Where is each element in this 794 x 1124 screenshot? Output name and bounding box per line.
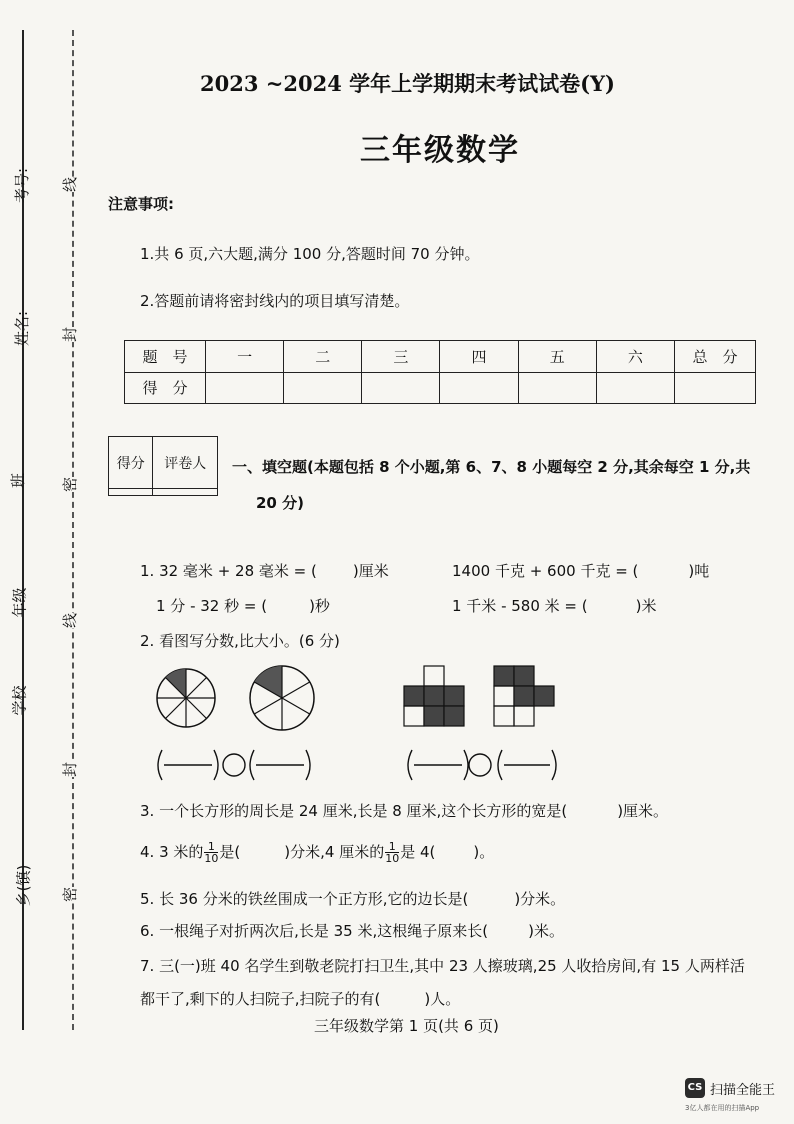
- grader-score-label: 得分: [109, 437, 153, 489]
- score-blank-cell[interactable]: [518, 372, 596, 404]
- q2-figures: [150, 658, 570, 788]
- notes-heading: 注意事项:: [108, 195, 174, 213]
- seal-char: 密: [57, 887, 82, 902]
- q2-text: 2. 看图写分数,比大小。(6 分): [140, 632, 340, 650]
- q6: [140, 920, 564, 941]
- subject-title: 三年级数学: [360, 133, 520, 168]
- fraction: [204, 841, 218, 864]
- seal-char: 线: [57, 613, 82, 628]
- q4-part: 4. 3 米的: [140, 843, 204, 861]
- q1-part-c: [156, 595, 330, 616]
- circle-eighths-figure: [157, 669, 215, 727]
- q1a-unit: )厘米: [352, 562, 389, 580]
- grader-score-blank[interactable]: [109, 489, 153, 496]
- grid-figure-2: [494, 666, 554, 726]
- score-blank-cell[interactable]: [596, 372, 674, 404]
- exam-title: 2023 ~2024 学年上学期期末考试试卷(Y): [200, 71, 615, 96]
- score-blank-cell[interactable]: [362, 372, 440, 404]
- label-school: 学校: [10, 685, 29, 716]
- fraction-denominator: 10: [204, 852, 219, 865]
- score-blank-cell[interactable]: [440, 372, 518, 404]
- seal-char: 封: [57, 762, 82, 777]
- circle-sixths-figure: [250, 666, 314, 730]
- q3: [140, 800, 668, 821]
- q1d-text: 1 千米 - 580 米 = (: [452, 597, 588, 615]
- q4: [140, 841, 494, 864]
- q4-part: 是 4(: [400, 843, 436, 861]
- label-name: 姓名:: [13, 310, 32, 347]
- q3-end: )厘米。: [617, 802, 669, 820]
- binding-margin: [0, 0, 100, 1124]
- fraction: [385, 841, 399, 864]
- q5: [140, 888, 565, 909]
- label-class: 班: [9, 472, 28, 489]
- q1b-unit: )吨: [688, 562, 710, 580]
- q6-text: 6. 一根绳子对折两次后,长是 35 米,这根绳子原来长(: [140, 922, 489, 940]
- seal-char: 线: [57, 177, 82, 192]
- q1b-text: 1400 千克 + 600 千克 = (: [452, 562, 639, 580]
- q1c-unit: )秒: [309, 597, 330, 615]
- score-table: [124, 340, 756, 404]
- scanner-logo-icon: CS: [685, 1078, 705, 1098]
- q4-part: )分米,4 厘米的: [284, 843, 385, 861]
- q4-part: 是(: [219, 843, 241, 861]
- q1c-text: 1 分 - 32 秒 = (: [156, 597, 268, 615]
- score-header-cell: 五: [518, 341, 596, 373]
- score-blank-cell[interactable]: [675, 372, 756, 404]
- fraction-numerator: 1: [204, 841, 218, 853]
- q7-line1: 7. 三(一)班 40 名学生到敬老院打扫卫生,其中 23 人擦玻璃,25 人收拾房间,有 15 人两样活: [140, 957, 745, 975]
- page-footer: 三年级数学第 1 页(共 6 页): [314, 1017, 499, 1035]
- compare-blanks-2[interactable]: [408, 750, 556, 780]
- q4-part: )。: [473, 843, 495, 861]
- q1-part-b: [452, 560, 709, 581]
- score-header-cell: 一: [206, 341, 284, 373]
- label-exam-number: 考号:: [13, 167, 32, 204]
- section-title-cont: 20 分): [256, 494, 304, 512]
- grid-figure-1: [404, 666, 464, 726]
- score-header-cell: 四: [440, 341, 518, 373]
- grader-table: [108, 436, 218, 496]
- score-blank-cell[interactable]: [206, 372, 284, 404]
- label-grade: 年级: [10, 587, 29, 618]
- label-township: 乡(镇): [14, 864, 33, 907]
- section-title-text: 一、填空题(本题包括 8 个小题,第 6、7、8 小题每空 2 分,其余每空 1 分,共: [232, 458, 751, 476]
- scanner-slogan: 3亿人都在用的扫描App: [685, 1104, 760, 1112]
- q7-text: 都干了,剩下的人扫院子,扫院子的有(: [140, 990, 381, 1008]
- q5-end: )分米。: [514, 890, 566, 908]
- score-header-cell: 六: [596, 341, 674, 373]
- q1-part-d: [452, 595, 656, 616]
- note-item: 2.答题前请将密封线内的项目填写清楚。: [140, 292, 410, 310]
- seal-char: 密: [57, 477, 82, 492]
- q1a-text: 1. 32 毫米 + 28 毫米 = (: [140, 562, 317, 580]
- score-header-cell: 总 分: [675, 341, 756, 373]
- grader-name-label: 评卷人: [153, 437, 218, 489]
- q3-text: 3. 一个长方形的周长是 24 厘米,长是 8 厘米,这个长方形的宽是(: [140, 802, 568, 820]
- score-header-cell: 三: [362, 341, 440, 373]
- fraction-numerator: 1: [385, 841, 399, 853]
- grader-name-blank[interactable]: [153, 489, 218, 496]
- compare-blanks-1[interactable]: [158, 750, 310, 780]
- section-title: [232, 456, 750, 477]
- score-blank-cell[interactable]: [284, 372, 362, 404]
- score-header-cell: 题 号: [125, 341, 206, 373]
- score-header-cell: 二: [284, 341, 362, 373]
- q7-line2: [140, 988, 460, 1009]
- seal-char: 封: [57, 327, 82, 342]
- note-item: 1.共 6 页,六大题,满分 100 分,答题时间 70 分钟。: [140, 245, 480, 263]
- q5-text: 5. 长 36 分米的铁丝围成一个正方形,它的边长是(: [140, 890, 469, 908]
- q6-end: )米。: [528, 922, 564, 940]
- q1-part-a: [140, 560, 389, 581]
- score-row-label: 得 分: [125, 372, 206, 404]
- scanner-app-name: 扫描全能王: [710, 1083, 776, 1098]
- q1d-unit: )米: [635, 597, 657, 615]
- q7-end: )人。: [424, 990, 461, 1008]
- fraction-denominator: 10: [385, 852, 400, 865]
